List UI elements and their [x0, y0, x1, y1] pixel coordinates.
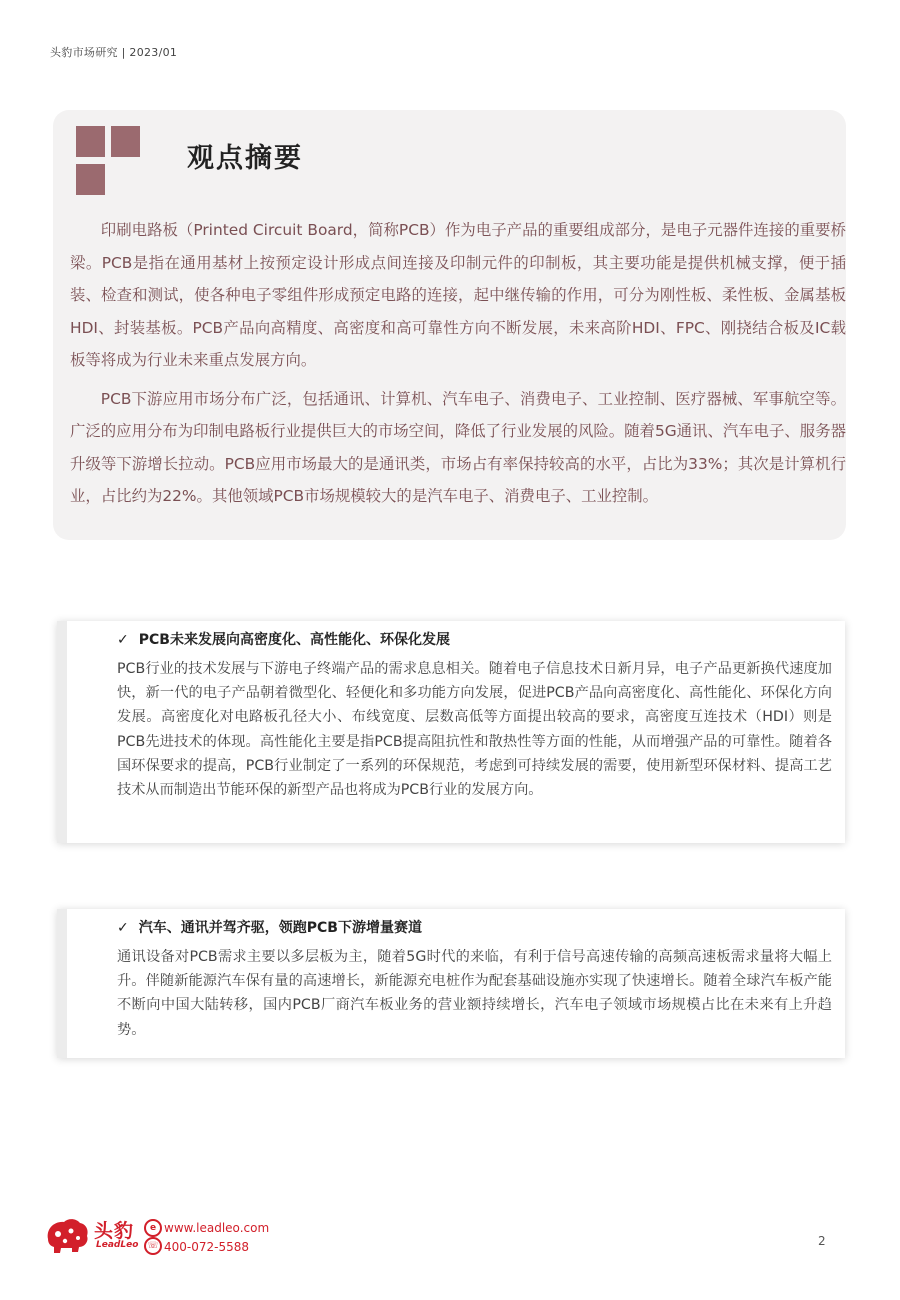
title-square-icon	[76, 164, 105, 195]
downstream-card	[57, 909, 845, 1058]
card-title	[117, 917, 422, 937]
phone-icon: ☏	[144, 1237, 162, 1255]
summary-body	[70, 214, 846, 519]
card-body	[117, 657, 832, 802]
summary-paragraph: PCB下游应用市场分布广泛，包括通讯、计算机、汽车电子、消费电子、工业控制、医疗器械、军事航空等。广泛的应用分布为印制电路板行业提供巨大的市场空间，降低了行业发展的风险。随着5G通讯、汽车电子、服务器升级等下游增长拉动。PCB应用市场最大的是通讯类，市场占有率保持较高的水平，占比为33%；其次是计算机行业，占比约为22%。其他领域PCB市场规模较大的是汽车电子、消费电子、工业控制。	[70, 389, 846, 505]
logo-chinese-name: 头豹	[94, 1220, 135, 1242]
logo-english-name: LeadLeo	[96, 1240, 139, 1250]
title-square-icon	[111, 126, 140, 157]
summary-section	[53, 110, 846, 540]
website-link[interactable]: www.leadleo.com	[164, 1221, 270, 1235]
phone-number: 400-072-5588	[164, 1240, 250, 1254]
card-paragraph: PCB行业的技术发展与下游电子终端产品的需求息息相关。随着电子信息技术日新月异，电子产品更新换代速度加快，新一代的电子产品朝着微型化、轻便化和多功能方向发展，促进PCB产品向高密度化、高性能化、环保化方向发展。高密度化对电路板孔径大小、布线宽度、层数高低等方面提出较高的要求，高密度互连技术（HDI）则是PCB先进技术的体现。高性能化主要是指PCB提高阻抗性和散热性等方面的性能，从而增强产品的可靠性。随着各国环保要求的提高，PCB行业制定了一系列的环保规范，考虑到可持续发展的需要，使用新型环保材料、提高工艺技术从而制造出节能环保的新型产品也将成为PCB行业的发展方向。	[117, 661, 832, 799]
card-accent-bar	[57, 621, 67, 843]
card-paragraph: 通讯设备对PCB需求主要以多层板为主，随着5G时代的来临，有利于信号高速传输的高频高速板需求量将大幅上升。伴随新能源汽车保有量的高速增长，新能源充电桩作为配套基础设施亦实现了快速增长。随着全球汽车板产能不断向中国大陆转移，国内PCB厂商汽车板业务的营业额持续增长，汽车电子领域市场规模占比在未来有上升趋势。	[117, 949, 832, 1038]
leopard-logo-icon	[44, 1217, 90, 1255]
title-square-icon	[76, 126, 105, 157]
summary-title: 观点摘要	[187, 143, 303, 174]
web-icon: e	[144, 1219, 162, 1237]
checkmark-icon: ✓	[117, 920, 129, 936]
card-accent-bar	[57, 909, 67, 1058]
summary-paragraph: 印刷电路板（Printed Circuit Board，简称PCB）作为电子产品的重要组成部分，是电子元器件连接的重要桥梁。PCB是指在通用基材上按预定设计形成点间连接及印制元件的印制板，其主要功能是提供机械支撑，便于插装、检查和测试，使各种电子零组件形成预定电路的连接，起中继传输的作用，可分为刚性板、柔性板、金属基板HDI、封装基板。PCB产品向高精度、高密度和高可靠性方向不断发展，未来高阶HDI、FPC、刚挠结合板及IC载板等将成为行业未来重点发展方向。	[70, 221, 846, 369]
page-number: 2	[818, 1234, 826, 1248]
header-text: 头豹市场研究 | 2023/01	[50, 46, 178, 59]
card-body	[117, 945, 832, 1042]
trend-card	[57, 621, 845, 843]
card-title	[117, 629, 450, 649]
checkmark-icon: ✓	[117, 632, 129, 648]
card-title-text: PCB未来发展向高密度化、高性能化、环保化发展	[138, 632, 450, 648]
card-title-text: 汽车、通讯并驾齐驱，领跑PCB下游增量赛道	[138, 920, 422, 936]
